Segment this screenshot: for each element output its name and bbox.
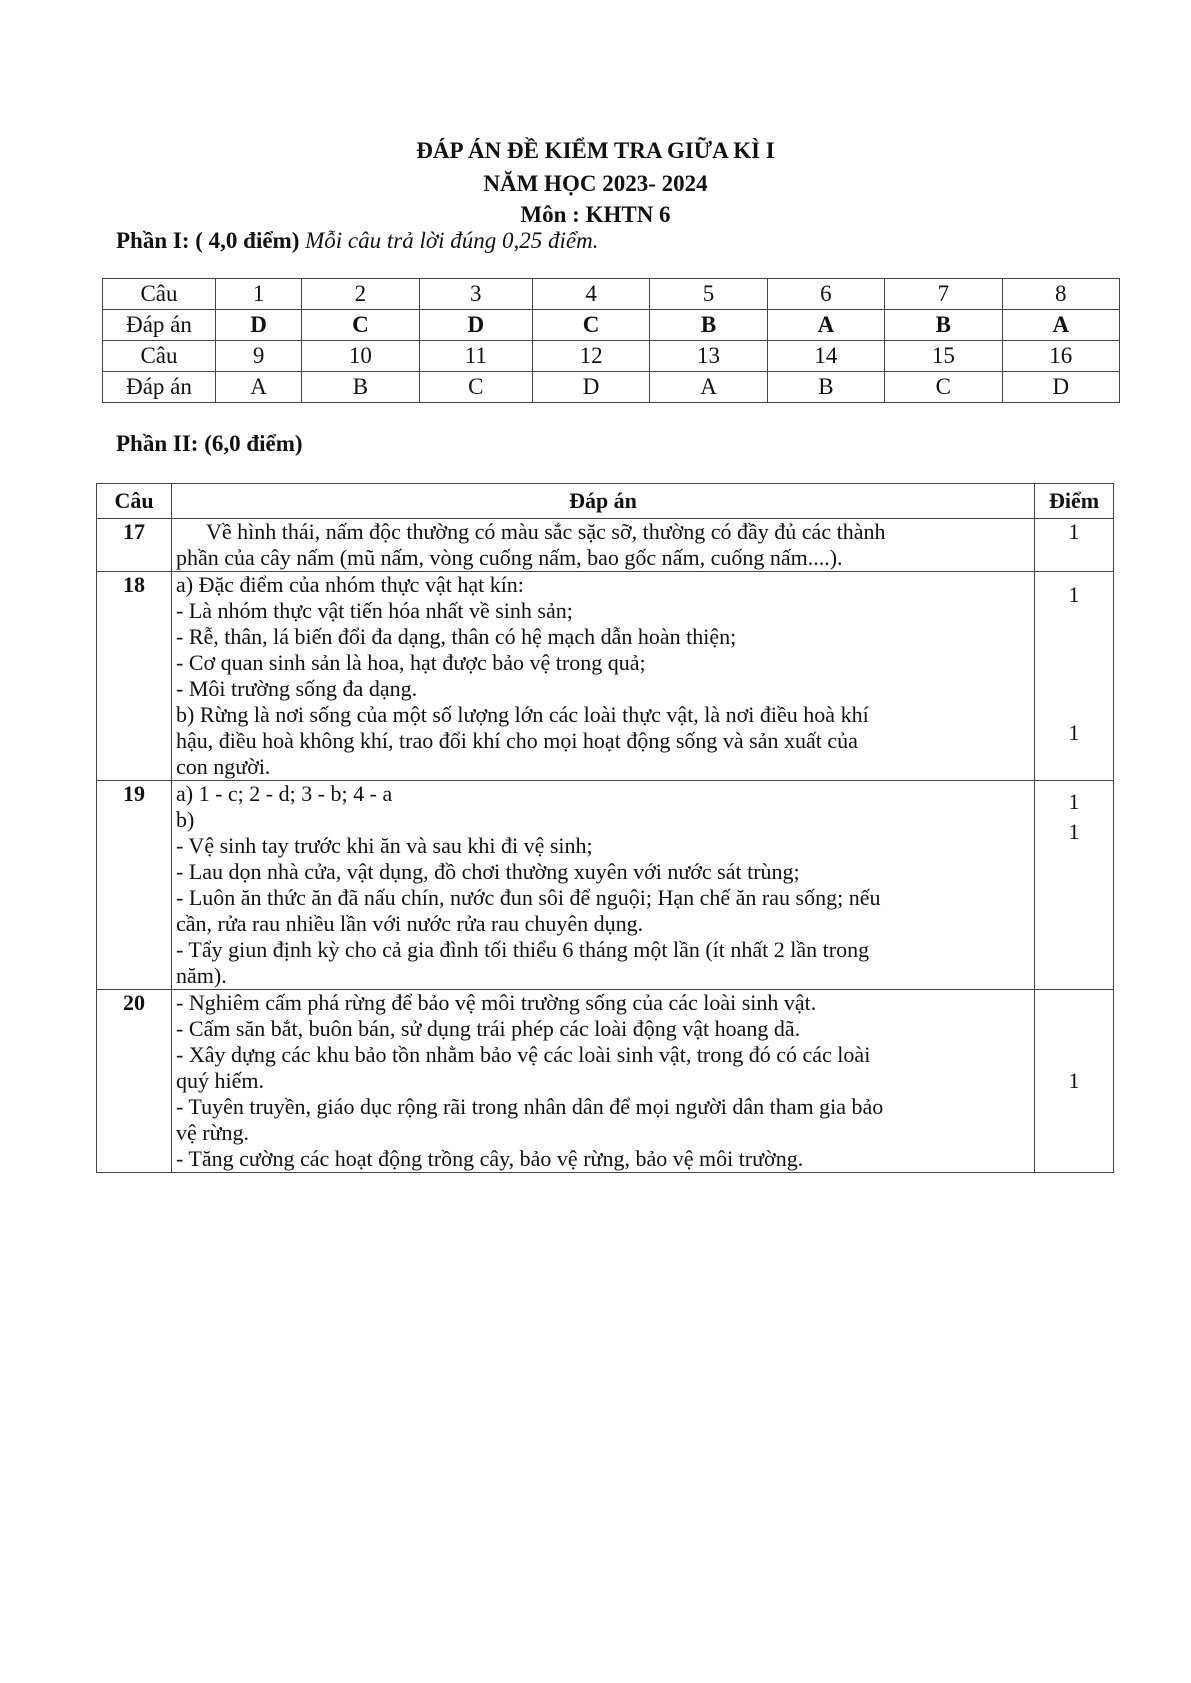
table-row [97,519,1114,572]
table-header-row [97,484,1114,519]
question-cell: 1 [216,279,302,310]
answer-line: con người. [176,754,271,779]
table-row [103,279,1120,310]
subject: Môn : KHTN 6 [520,202,671,227]
answer-cell [172,990,1035,1173]
table-row [103,310,1120,341]
column-header-question: Câu [97,484,172,519]
answer-line: - Nghiêm cấm phá rừng để bảo vệ môi trường sống của các loài sinh vật. [176,990,817,1015]
answer-line: - Vệ sinh tay trước khi ăn và sau khi đi vệ sinh; [176,833,593,858]
answer-cell: B [885,310,1002,341]
points-cell [1035,781,1114,990]
answer-line: - Rễ, thân, lá biến đổi đa dạng, thân có hệ mạch dẫn hoàn thiện; [176,624,737,649]
table-row [103,341,1120,372]
part2-answer-table [96,483,1114,1173]
answer-cell: C [532,310,649,341]
answer-cell: B [767,372,884,403]
part1-answer-table [102,278,1120,403]
part1-heading-note: Mỗi câu trả lời đúng 0,25 điểm. [305,228,599,253]
answer-cell: A [216,372,302,403]
answer-line: - Lau dọn nhà cửa, vật dụng, đồ chơi thường xuyên với nước sát trùng; [176,859,800,884]
question-cell: 10 [302,341,419,372]
answer-line: cần, rửa rau nhiều lần với nước rửa rau chuyên dụng. [176,911,644,936]
column-header-points: Điểm [1035,484,1114,519]
table-row [103,372,1120,403]
answer-cell: A [1002,310,1119,341]
answer-cell: B [650,310,767,341]
answer-cell: C [885,372,1002,403]
answer-cell: D [532,372,649,403]
answer-line: b) Rừng là nơi sống của một số lượng lớn các loài thực vật, là nơi điều hoà khí [176,702,869,727]
question-cell: 9 [216,341,302,372]
answer-line: vệ rừng. [176,1120,250,1145]
answer-line: - Tuyên truyền, giáo dục rộng rãi trong nhân dân để mọi người dân tham gia bảo [176,1094,884,1119]
points-cell [1035,572,1114,781]
table-row [97,990,1114,1173]
question-number: 19 [97,781,172,990]
answer-cell [172,519,1035,572]
question-cell: 2 [302,279,419,310]
answer-cell: D [419,310,532,341]
school-year: NĂM HỌC 2023- 2024 [483,171,708,196]
answer-line: - Là nhóm thực vật tiến hóa nhất về sinh sản; [176,598,573,623]
table-row [97,781,1114,990]
question-number: 17 [97,519,172,572]
answer-cell: A [767,310,884,341]
answer-line: a) Đặc điểm của nhóm thực vật hạt kín: [176,572,524,597]
column-header-answer: Đáp án [172,484,1035,519]
answer-line: - Tẩy giun định kỳ cho cả gia đình tối thiểu 6 tháng một lần (ít nhất 2 lần trong [176,937,870,962]
answer-line: năm). [176,963,227,988]
answer-cell: C [419,372,532,403]
answer-cell: D [216,310,302,341]
answer-line: - Cấm săn bắt, buôn bán, sử dụng trái phép các loài động vật hoang dã. [176,1016,801,1041]
table-row [97,572,1114,781]
answer-line: - Môi trường sống đa dạng. [176,676,418,701]
question-cell: 11 [419,341,532,372]
question-cell: 15 [885,341,1002,372]
answer-line: - Xây dựng các khu bảo tồn nhằm bảo vệ các loài sinh vật, trong đó có các loài [176,1042,871,1067]
question-cell: 12 [532,341,649,372]
question-cell: 16 [1002,341,1119,372]
question-cell: 14 [767,341,884,372]
answer-line: - Tăng cường các hoạt động trồng cây, bảo vệ rừng, bảo vệ môi trường. [176,1146,804,1171]
row-label: Câu [103,279,216,310]
question-cell: 5 [650,279,767,310]
question-number: 20 [97,990,172,1173]
answer-line: phần của cây nấm (mũ nấm, vòng cuống nấm, bao gốc nấm, cuống nấm....). [176,545,843,570]
row-label: Đáp án [103,372,216,403]
answer-line: quý hiếm. [176,1068,264,1093]
question-cell: 3 [419,279,532,310]
part1-heading [116,227,599,255]
answer-line: Về hình thái, nấm độc thường có màu sắc sặc sỡ, thường có đầy đủ các thành [206,519,886,544]
answer-cell: A [650,372,767,403]
row-label: Câu [103,341,216,372]
points-value: 1 [1068,789,1080,814]
question-cell: 7 [885,279,1002,310]
question-number: 18 [97,572,172,781]
answer-cell [172,781,1035,990]
answer-line: hậu, điều hoà không khí, trao đổi khí cho mọi hoạt động sống và sản xuất của [176,728,858,753]
points-value: 1 [1068,819,1080,844]
answer-line: b) [176,807,195,832]
question-cell: 13 [650,341,767,372]
question-cell: 4 [532,279,649,310]
answer-cell [172,572,1035,781]
points-value: 1 [1068,720,1080,745]
answer-line: - Luôn ăn thức ăn đã nấu chín, nước đun sôi để nguội; Hạn chế ăn rau sống; nếu [176,885,881,910]
row-label: Đáp án [103,310,216,341]
points-value: 1 [1068,582,1080,607]
answer-line: a) 1 - c; 2 - d; 3 - b; 4 - a [176,781,393,806]
points-cell: 1 [1035,519,1114,572]
part2-heading: Phần II: (6,0 điểm) [116,431,303,456]
question-cell: 8 [1002,279,1119,310]
document-title: ĐÁP ÁN ĐỀ KIỂM TRA GIỮA KÌ I [416,138,775,163]
points-cell: 1 [1035,990,1114,1173]
answer-line: - Cơ quan sinh sản là hoa, hạt được bảo vệ trong quả; [176,650,646,675]
question-cell: 6 [767,279,884,310]
answer-cell: C [302,310,419,341]
answer-cell: B [302,372,419,403]
part1-heading-bold: Phần I: ( 4,0 điểm) [116,228,300,253]
answer-cell: D [1002,372,1119,403]
